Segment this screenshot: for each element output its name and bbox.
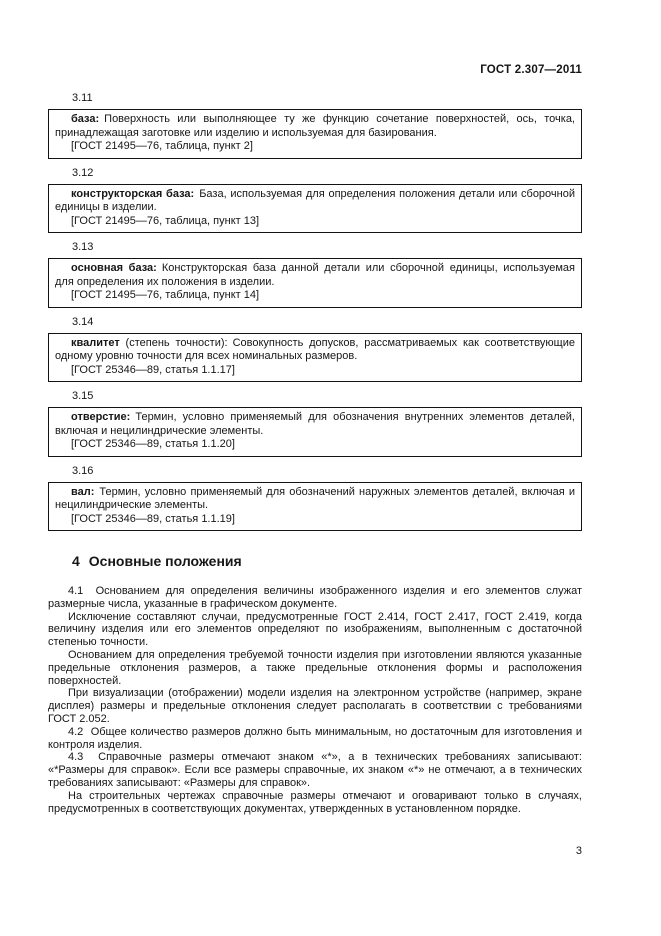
term-definition-text: Конструкторская база данной детали или сборочной единицы, используемая для определения их положения в изделии. <box>55 262 575 288</box>
paragraph-4-1-tolerances: Основанием для определения требуемой точности изделия при изготовлении являются указанные предельные отклонения размеров, а также предельные отклонения формы и расположения поверхностей. <box>48 648 582 687</box>
section-number: 4 <box>72 553 80 569</box>
paragraph-4-3-construction: На строительных чертежах справочные размеры отмечают и оговаривают только в случаях, предусмотренных в соответствующих документах, утвержденных в установленном порядке. <box>48 789 582 815</box>
paragraph-4-3: 4.3 Справочные размеры отмечают знаком «*», а в технических требованиях записывают: «*Размеры для справок». Если все размеры справочные, их знаком «*» не отмечают, а в технических требованиях записывают: «Размеры для справок». <box>48 751 582 789</box>
term-source: [ГОСТ 21495—76, таблица, пункт 14] <box>71 289 260 301</box>
term-definition-text: База, используемая для определения положения детали или сборочной единицы в изделии. <box>55 187 575 213</box>
term-number: 3.12 <box>72 166 94 179</box>
section-title: Основные положения <box>88 553 242 569</box>
term-block-3-14 <box>48 316 582 383</box>
term-number: 3.11 <box>72 92 93 104</box>
term-block-3-12 <box>48 167 582 234</box>
term-number: 3.14 <box>72 315 94 328</box>
term-source: [ГОСТ 25346—89, статья 1.1.20] <box>71 438 235 450</box>
term-definition <box>55 486 575 513</box>
term-definition-box <box>48 333 582 383</box>
term-name: конструкторская база: <box>71 187 195 200</box>
paragraph-4-2: 4.2 Общее количество размеров должно быть минимальным, но достаточным для изготовления и контроля изделия. <box>48 725 582 751</box>
section-heading <box>48 553 582 570</box>
term-definition-box <box>48 258 582 308</box>
term-source: [ГОСТ 25346—89, статья 1.1.17] <box>71 363 235 376</box>
term-name: квалитет (степень точности): <box>71 336 228 349</box>
term-name: база: <box>71 113 100 125</box>
document-content <box>48 92 582 815</box>
term-block-3-16 <box>48 465 582 532</box>
term-name: вал: <box>71 485 95 498</box>
term-definition-text: Поверхность или выполняющее ту же функцию сочетание поверхностей, ось, точка, принадлежащая заготовке или изделию и используемая для базирования. <box>55 113 575 139</box>
term-block-3-15 <box>48 390 582 457</box>
term-definition-box <box>48 109 582 159</box>
term-number: 3.13 <box>72 241 94 253</box>
term-source: [ГОСТ 25346—89, статья 1.1.19] <box>71 512 235 525</box>
term-number: 3.16 <box>72 464 94 477</box>
term-block-3-13 <box>48 241 582 308</box>
paragraph-4-1-exception: Исключение составляют случаи, предусмотренные ГОСТ 2.414, ГОСТ 2.417, ГОСТ 2.419, когда величину изделия или его элементов определяют по изображениям, выполненным с достаточной степенью точности. <box>48 610 582 649</box>
term-definition <box>55 188 575 215</box>
term-source: [ГОСТ 21495—76, таблица, пункт 13] <box>71 214 260 227</box>
term-definition-text: Термин, условно применяемый для обозначений наружных элементов деталей, включая и нецилиндрические элементы. <box>55 485 575 511</box>
document-code: ГОСТ 2.307—2011 <box>480 64 582 76</box>
term-name: основная база: <box>71 262 157 274</box>
term-definition-box <box>48 482 582 532</box>
term-source: [ГОСТ 21495—76, таблица, пункт 2] <box>71 140 253 152</box>
term-definition <box>55 411 575 438</box>
page-number: 3 <box>575 845 582 857</box>
term-definition <box>55 113 575 140</box>
term-block-3-11 <box>48 92 582 159</box>
term-definition <box>55 337 575 364</box>
term-definition-box <box>48 407 582 457</box>
term-definition-box <box>48 184 582 234</box>
paragraph-4-1: 4.1 Основанием для определения величины изображенного изделия и его элементов служат размерные числа, указанные в графическом документе. <box>48 585 582 610</box>
term-definition-text: Термин, условно применяемый для обозначения внутренних элементов деталей, включая и нецилиндрические элементы. <box>55 411 575 437</box>
term-definition-text: Совокупность допусков, рассматриваемых как соответствующие одному уровню точности для всех номинальных размеров. <box>55 336 575 362</box>
term-name: отверстие: <box>71 411 131 423</box>
term-name-suffix: (степень точности): <box>119 336 228 349</box>
term-definition <box>55 262 575 289</box>
term-number: 3.15 <box>72 390 94 402</box>
paragraph-4-1-visualization: При визуализации (отображении) модели изделия на электронном устройстве (например, экране дисплея) размеры и предельные отклонения следует располагать в соответствии с требованиями ГОСТ 2.052. <box>48 687 582 725</box>
